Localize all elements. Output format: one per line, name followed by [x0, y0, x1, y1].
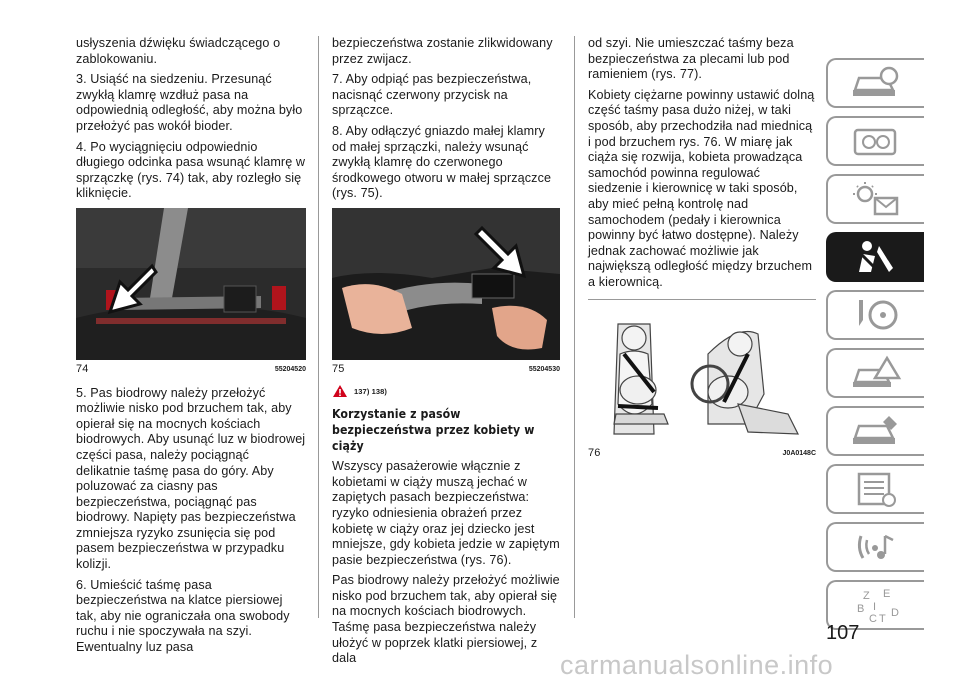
car-info-icon — [849, 64, 903, 102]
media-phone-icon — [849, 528, 903, 566]
car-dashboard-icon — [849, 122, 903, 160]
alphabet-index-icon — [849, 586, 903, 624]
paragraph: 6. Umieścić taśmę pasa bezpieczeństwa na klatce piersiowej tak, aby nie ograniczała ona swobody ruchu i nie spoczywała na szyi. Ewentualny luz pasa — [76, 577, 290, 655]
warning-refs: 137) 138) — [354, 386, 388, 396]
paragraph: 5. Pas biodrowy należy przełożyć możliwie nisko pod brzuchem tak, aby opierał się na mocnych kościach biodrowych. Aby usunąć luz w biodrowej części pasa, należy pociągnąć delikatnie taśmę pasa do góry. Aby poluzować za ciasny pas bezpieczeństwa, pociągnąć pas biodrowy. Napięty pas bezpieczeństwa zmniejsza ryzyko zsunięcia się pod pasem bezpieczeństwa w przypadku kolizji. — [76, 385, 306, 572]
column-divider — [318, 36, 319, 618]
letter-t: T — [879, 613, 886, 624]
seatbelt-buckle-photo — [76, 208, 306, 360]
paragraph: Kobiety ciężarne powinny ustawić dolną część taśmy pasa dużo niżej, w taki sposób, aby przechodziła nad miednicą i pod brzuchem rys. 76. W miarę jak ciąża się rozwija, kobieta prowadząca samochód powinna regulować siedzenie i kierownicę w taki sposób, aby mieć pełną kontrolę nad samochodem (pedały i kierownica powinny być łatwo dostępne). Należy jednak zachować możliwie jak największą odległość między brzuchem a kierownicą. — [588, 87, 815, 289]
letter-i: I — [873, 601, 877, 613]
tab-car-info[interactable] — [826, 58, 924, 108]
lights-message-icon — [849, 180, 903, 218]
paragraph: usłyszenia dźwięku świadczącego o zablokowaniu. — [76, 36, 281, 66]
pregnant-seatbelt-illustration — [588, 314, 816, 444]
column-divider — [574, 36, 575, 618]
paragraph: bezpieczeństwa zostanie zlikwidowany przez zwijacz. — [332, 36, 553, 66]
letter-d: D — [891, 607, 899, 619]
paragraph: 7. Aby odpiąć pas bezpieczeństwa, nacisnąć czerwony przycisk na sprzączce. — [332, 72, 532, 118]
warning-triangle-icon — [332, 384, 348, 398]
page-number: 107 — [826, 622, 860, 644]
column-3 — [588, 36, 816, 461]
tab-car-dashboard[interactable] — [826, 116, 924, 166]
paragraph: od szyi. Nie umieszczać taśmy beza bezpieczeństwa za plecami lub pod ramieniem (rys. 77). — [588, 36, 794, 82]
watermark: carmanualsonline.info — [560, 650, 834, 680]
tab-seat-safety[interactable] — [826, 232, 924, 282]
figure-75 — [332, 208, 560, 378]
figure-number: 74 — [76, 362, 89, 375]
divider — [588, 299, 816, 300]
paragraph: 8. Aby odłączyć gniazdo małej klamry od małej sprzączki, należy wsunąć zwykłą klamrę do czerwonego środkowego otworu w małej sprzączce (rys. 75). — [332, 123, 552, 201]
column-1 — [76, 36, 306, 661]
tab-lights-message[interactable] — [826, 174, 924, 224]
paragraph: Pas biodrowy należy przełożyć możliwie nisko pod brzuchem tak, aby opierał się na mocnych kościach biodrowych. Taśmę pasa bezpieczeństwa należy ułożyć w poprzek klatki piersiowej, z dala — [332, 573, 560, 666]
figure-number: 75 — [332, 362, 345, 375]
letter-b: B — [857, 603, 865, 615]
letter-c: C — [869, 613, 877, 624]
letter-z: Z — [863, 590, 870, 602]
letter-e: E — [883, 588, 891, 600]
paragraph: 4. Po wyciągnięciu odpowiednio długiego odcinka pasa wsunąć klamrę w sprzączkę (rys. 74) tak, aby rozległo się kliknięcie. — [76, 139, 306, 201]
seat-safety-icon — [849, 238, 903, 276]
section-heading: Korzystanie z pasów bezpieczeństwa przez kobiety w ciąży — [332, 407, 535, 455]
tab-car-warning[interactable] — [826, 348, 924, 398]
buckle-release-photo — [332, 208, 560, 360]
figure-code: 55204520 — [274, 365, 306, 373]
tab-steering-key[interactable] — [826, 290, 924, 340]
car-warning-icon — [849, 354, 903, 392]
figure-74 — [76, 208, 306, 378]
paragraph: Wszyscy pasażerowie włącznie z kobietami w ciąży muszą jechać w zapiętych pasach bezpieczeństwa: ryzyko odniesienia obrażeń przez kobietę w ciąży oraz jej dziecko jest mniejsze, gdy kobieta jedzie w zapiętym pasie bezpieczeństwa (rys. 76). — [332, 459, 560, 567]
checklist-icon — [849, 470, 903, 508]
column-2 — [332, 36, 560, 672]
warning-reference — [332, 384, 560, 400]
figure-code: J0A0148C — [782, 449, 816, 457]
chapter-tabs — [826, 58, 926, 638]
steering-key-icon — [849, 296, 903, 334]
figure-code: 55204530 — [528, 365, 560, 373]
tab-media-phone[interactable] — [826, 522, 924, 572]
tab-checklist[interactable] — [826, 464, 924, 514]
figure-number: 76 — [588, 446, 601, 459]
paragraph: 3. Usiąść na siedzeniu. Przesunąć zwykłą klamrę wzdłuż pasa na odpowiednią odległość, aby można było przełożyć pas wokół bioder. — [76, 72, 303, 133]
tab-car-service[interactable] — [826, 406, 924, 456]
car-service-icon — [849, 412, 903, 450]
figure-76 — [588, 314, 816, 462]
